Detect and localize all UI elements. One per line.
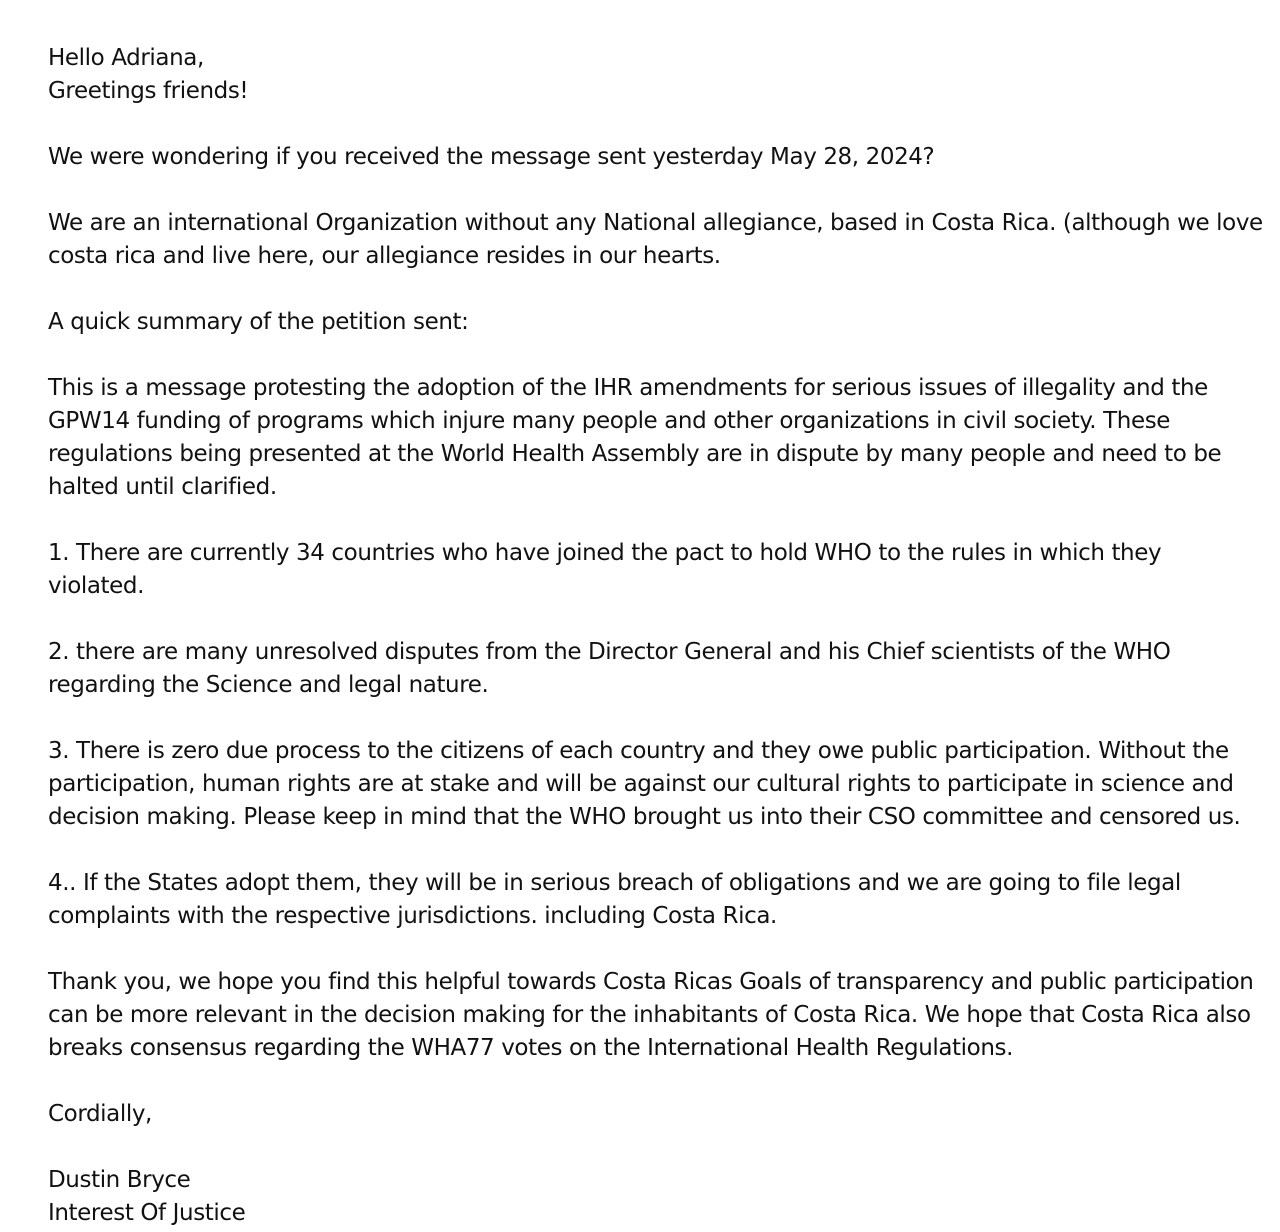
salutation: Hello Adriana, (48, 45, 204, 71)
list-item-2 (48, 636, 1258, 702)
paragraph-inquiry-text: We were wondering if you received the message sent yesterday May 28, 2024? (48, 144, 935, 170)
paragraph-line: Thank you, we hope you find this helpful towards Costa Ricas Goals of transparency and public participation (48, 969, 1254, 995)
paragraph-line: regulations being presented at the World Health Assembly are in dispute by many people and need to be (48, 441, 1222, 467)
paragraph-organization (48, 207, 1263, 273)
paragraph-line: can be more relevant in the decision making for the inhabitants of Costa Rica. We hope that Costa Rica also (48, 1002, 1251, 1028)
paragraph-line: costa rica and live here, our allegiance resides in our hearts. (48, 243, 721, 269)
signoff-block (48, 1098, 1258, 1131)
list-item-line: 3. There is zero due process to the citizens of each country and they owe public participation. Without the (48, 738, 1229, 764)
list-item-line: violated. (48, 573, 145, 599)
list-item-3 (48, 735, 1258, 834)
paragraph-closing (48, 966, 1258, 1065)
list-item-line: complaints with the respective jurisdictions. including Costa Rica. (48, 903, 777, 929)
greeting-block (48, 75, 1258, 108)
paragraph-inquiry (48, 141, 1258, 174)
paragraph-protest (48, 372, 1258, 504)
list-item-4 (48, 867, 1258, 933)
paragraph-summary-intro-text: A quick summary of the petition sent: (48, 309, 469, 335)
paragraph-line: breaks consensus regarding the WHA77 votes on the International Health Regulations. (48, 1035, 1014, 1061)
list-item-line: 1. There are currently 34 countries who have joined the pact to hold WHO to the rules in which they (48, 540, 1162, 566)
greeting: Greetings friends! (48, 78, 249, 104)
signature-org: Interest Of Justice (48, 1200, 246, 1226)
list-item-line: 4.. If the States adopt them, they will be in serious breach of obligations and we are going to file legal (48, 870, 1181, 896)
paragraph-line: We are an international Organization without any National allegiance, based in Costa Rica. (although we love (48, 210, 1263, 236)
signature-name: Dustin Bryce (48, 1167, 191, 1193)
list-item-line: participation, human rights are at stake and will be against our cultural rights to participate in science and (48, 771, 1234, 797)
signoff: Cordially, (48, 1101, 152, 1127)
letter-body (48, 42, 1263, 1230)
salutation-block (48, 42, 1258, 75)
signature-block (48, 1164, 1258, 1230)
list-item-line: 2. there are many unresolved disputes from the Director General and his Chief scientists of the WHO (48, 639, 1171, 665)
paragraph-line: halted until clarified. (48, 474, 277, 500)
paragraph-line: GPW14 funding of programs which injure many people and other organizations in civil society. These (48, 408, 1171, 434)
list-item-line: decision making. Please keep in mind that the WHO brought us into their CSO committee and censored us. (48, 804, 1241, 830)
list-item-1 (48, 537, 1258, 603)
list-item-line: regarding the Science and legal nature. (48, 672, 489, 698)
paragraph-line: This is a message protesting the adoption of the IHR amendments for serious issues of illegality and the (48, 375, 1208, 401)
paragraph-summary-intro (48, 306, 1258, 339)
